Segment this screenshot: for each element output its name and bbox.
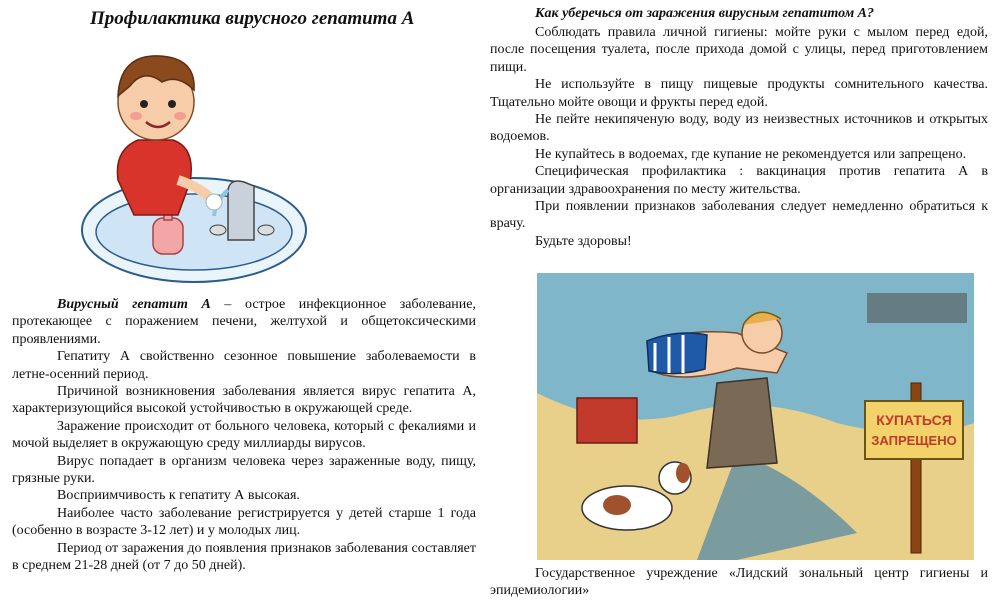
left-paragraph: Вирус попадает в организм человека через зараженные воду, пищу, грязные руки. — [12, 453, 476, 487]
right-paragraph: Не купайтесь в водоемах, где купание не рекомендуется или запрещено. — [535, 146, 967, 162]
prevention-heading: Как уберечься от заражения вирусным гепатитом А? — [535, 6, 874, 21]
left-paragraph: Причиной возникновения заболевания является вирус гепатита А, характеризующийся высокой устойчивостью в окружающей среде. — [12, 384, 476, 417]
left-paragraph: Восприимчивость к гепатиту А высокая. — [57, 488, 300, 504]
left-text-block — [12, 296, 476, 575]
right-paragraph: При появлении признаков заболевания следует немедленно обратиться к врачу. — [490, 199, 988, 232]
right-paragraph: Специфическая профилактика : вакцинация против гепатита А в организации здравоохранения по месту жительства. — [490, 164, 988, 197]
intro-term: Вирусный гепатит А — [57, 297, 211, 312]
left-paragraph: Гепатиту А свойственно сезонное повышение заболеваемости в летне-осенний период. — [12, 349, 476, 382]
right-paragraph: Соблюдать правила личной гигиены: мойте руки с мылом перед едой, после посещения туалета, после прихода домой с улицы, перед приготовлением пищи. — [490, 25, 988, 75]
footer-organization: Государственное учреждение «Лидский зональный центр гигиены и эпидемиологии» — [490, 566, 988, 599]
right-paragraph: Не пейте некипяченую воду, воду из неизвестных источников и открытых водоемов. — [490, 112, 988, 145]
intro-rest: – острое инфекционное заболевание, протекающее с поражением печени, желтухой и общетоксическими проявлениями. — [12, 297, 476, 347]
intro-paragraph — [12, 296, 476, 348]
sign-line-1: КУПАТЬСЯ — [876, 412, 952, 428]
handwashing-illustration — [78, 40, 310, 290]
right-paragraph: Не используйте в пищу пищевые продукты сомнительного качества. Тщательно мойте овощи и фрукты перед едой. — [490, 77, 988, 110]
sign-line-2: ЗАПРЕЩЕНО — [871, 433, 957, 448]
right-text-block — [490, 24, 988, 250]
left-paragraph: Наиболее часто заболевание регистрируется у детей старше 1 года (особенно в возрасте 3-12 лет) и у молодых лиц. — [12, 505, 476, 539]
left-paragraph: Заражение происходит от больного человека, который с фекалиями и мочой выделяет в окружающую среду миллиарды вирусов. — [12, 418, 476, 452]
no-swimming-illustration — [537, 273, 974, 560]
closing-phrase: Будьте здоровы! — [535, 233, 632, 249]
left-paragraph: Период от заражения до появления признаков заболевания составляет в среднем 21-28 дней (от 7 до 50 дней). — [12, 540, 476, 574]
page-title: Профилактика вирусного гепатита А — [90, 8, 415, 29]
